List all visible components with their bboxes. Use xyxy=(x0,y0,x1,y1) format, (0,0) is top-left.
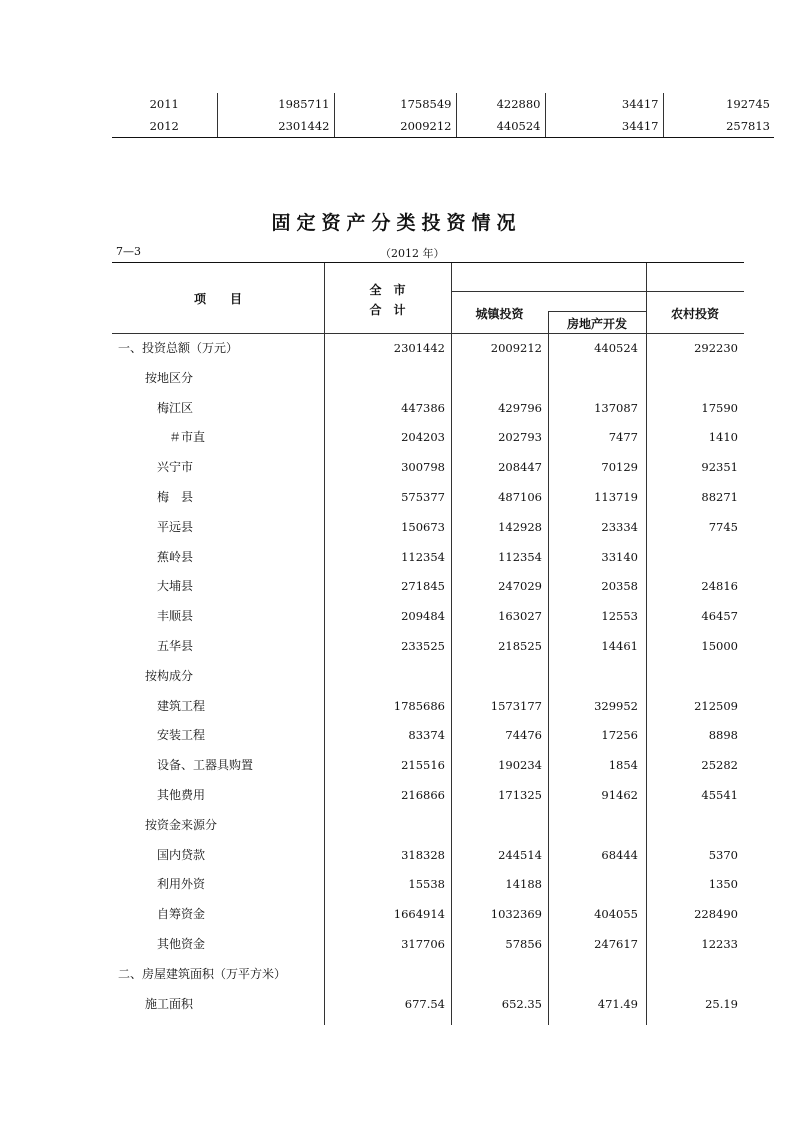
value-cell: 14188 xyxy=(505,877,542,892)
row-label: 安装工程 xyxy=(157,728,206,743)
value-cell: 46457 xyxy=(701,609,738,624)
value-cell: 292230 xyxy=(694,341,738,355)
table-row xyxy=(112,662,744,692)
row-label: 设备、工器具购置 xyxy=(157,758,254,773)
value-cell: 2301442 xyxy=(393,341,445,355)
table-row xyxy=(112,781,744,811)
row-label: 五华县 xyxy=(157,638,194,653)
value-cell: 17256 xyxy=(601,728,638,743)
value-cell: 2009212 xyxy=(334,115,456,138)
row-label: 其他资金 xyxy=(157,936,206,951)
value-cell: 404055 xyxy=(594,907,638,922)
value-cell: 7745 xyxy=(708,519,738,534)
value-cell: 142928 xyxy=(498,519,542,534)
row-label: 平远县 xyxy=(157,519,194,534)
row-label: 施工面积 xyxy=(145,996,194,1011)
table-row xyxy=(112,334,744,364)
row-label: 国内贷款 xyxy=(157,847,206,862)
table-row xyxy=(112,572,744,602)
value-cell: 113719 xyxy=(594,489,638,504)
row-label: 大埔县 xyxy=(157,579,194,594)
value-cell: 440524 xyxy=(594,341,638,355)
table-row xyxy=(112,751,744,781)
value-cell: 422880 xyxy=(456,93,545,115)
value-cell: 112354 xyxy=(498,549,542,564)
value-cell: 23334 xyxy=(601,519,638,534)
table-title: 固定资产分类投资情况 xyxy=(271,212,522,234)
row-label: 兴宁市 xyxy=(157,460,194,475)
row-label: 自筹资金 xyxy=(157,907,206,922)
value-cell: 228490 xyxy=(694,907,738,922)
table-body xyxy=(112,334,744,1025)
value-cell: 244514 xyxy=(498,847,542,862)
value-cell: 20358 xyxy=(601,579,638,594)
year-cell: 2011 xyxy=(149,97,179,111)
value-cell: 57856 xyxy=(505,936,542,951)
value-cell: 202793 xyxy=(498,430,542,445)
value-cell: 1854 xyxy=(608,758,638,773)
value-cell: 1573177 xyxy=(490,698,542,713)
value-cell: 24816 xyxy=(701,579,738,594)
value-cell: 1664914 xyxy=(393,907,445,922)
value-cell: 92351 xyxy=(701,460,738,475)
value-cell: 34417 xyxy=(545,115,663,138)
value-cell: 34417 xyxy=(545,93,663,115)
value-cell: 1758549 xyxy=(334,93,456,115)
continuation-row xyxy=(112,115,774,138)
value-cell: 12553 xyxy=(601,609,638,624)
row-label: 一、投资总额（万元） xyxy=(118,341,239,355)
value-cell: 33140 xyxy=(601,549,638,564)
value-cell: 204203 xyxy=(401,430,445,445)
value-cell: 5370 xyxy=(708,847,738,862)
continuation-table xyxy=(112,93,774,138)
value-cell: 112354 xyxy=(401,549,445,564)
value-cell: 440524 xyxy=(456,115,545,138)
row-label: 按资金来源分 xyxy=(145,817,218,832)
table-row xyxy=(112,543,744,573)
value-cell: 487106 xyxy=(498,489,542,504)
value-cell: 318328 xyxy=(401,847,445,862)
value-cell: 447386 xyxy=(401,400,445,415)
row-label: 按构成分 xyxy=(145,668,194,683)
value-cell: 1032369 xyxy=(490,907,542,922)
value-cell: 329952 xyxy=(594,698,638,713)
header-real-estate: 房地产开发 xyxy=(566,317,627,331)
value-cell: 317706 xyxy=(401,936,445,951)
value-cell: 209484 xyxy=(401,609,445,624)
value-cell: 271845 xyxy=(401,579,445,594)
value-cell: 247029 xyxy=(498,579,542,594)
table-row xyxy=(112,811,744,841)
value-cell: 1410 xyxy=(708,430,738,445)
table-row xyxy=(112,394,744,424)
header-urban: 城镇投资 xyxy=(475,307,524,321)
table-row xyxy=(112,960,744,990)
value-cell: 2009212 xyxy=(490,341,542,355)
row-label: 建筑工程 xyxy=(157,698,206,713)
value-cell: 8898 xyxy=(708,728,738,743)
value-cell: 12233 xyxy=(701,936,738,951)
table-header xyxy=(112,262,744,334)
value-cell: 233525 xyxy=(401,638,445,653)
value-cell: 25.19 xyxy=(705,996,738,1011)
investment-table xyxy=(112,262,744,1025)
value-cell: 91462 xyxy=(601,787,638,802)
value-cell: 171325 xyxy=(498,787,542,802)
row-label: 梅 县 xyxy=(157,489,194,504)
header-total-line2: 合 计 xyxy=(369,303,406,317)
value-cell: 88271 xyxy=(701,489,738,504)
row-label: 利用外资 xyxy=(157,877,206,892)
value-cell: 150673 xyxy=(401,519,445,534)
value-cell: 212509 xyxy=(694,698,738,713)
value-cell: 163027 xyxy=(498,609,542,624)
value-cell: 216866 xyxy=(401,787,445,802)
table-row xyxy=(112,423,744,453)
value-cell: 45541 xyxy=(701,787,738,802)
table-row xyxy=(112,364,744,394)
row-label: 蕉岭县 xyxy=(157,549,194,564)
row-label: ＃市直 xyxy=(169,430,206,445)
table-row xyxy=(112,870,744,900)
table-number: 7—3 xyxy=(116,245,141,258)
value-cell: 652.35 xyxy=(501,996,542,1011)
value-cell: 1350 xyxy=(708,877,738,892)
value-cell: 247617 xyxy=(594,936,638,951)
row-label: 二、房屋建筑面积（万平方米） xyxy=(118,966,287,981)
table-row xyxy=(112,930,744,960)
value-cell: 70129 xyxy=(601,460,638,475)
value-cell: 215516 xyxy=(401,758,445,773)
table-row xyxy=(112,900,744,930)
table-row xyxy=(112,841,744,871)
value-cell: 471.49 xyxy=(597,996,638,1011)
year-cell: 2012 xyxy=(112,115,217,138)
table-row xyxy=(112,513,744,543)
continuation-row xyxy=(112,93,774,115)
value-cell: 7477 xyxy=(608,430,638,445)
value-cell: 218525 xyxy=(498,638,542,653)
header-total-line1: 全 市 xyxy=(369,283,406,297)
year-note: （2012 年） xyxy=(380,247,445,260)
value-cell: 1985711 xyxy=(217,93,334,115)
value-cell: 257813 xyxy=(663,115,774,138)
table-row xyxy=(112,602,744,632)
value-cell: 15000 xyxy=(701,638,738,653)
table-row xyxy=(112,632,744,662)
row-label: 其他费用 xyxy=(157,787,206,802)
row-label: 梅江区 xyxy=(157,400,194,415)
value-cell: 677.54 xyxy=(404,996,445,1011)
row-label: 按地区分 xyxy=(145,370,194,385)
header-item: 项 目 xyxy=(193,292,242,306)
table-row xyxy=(112,453,744,483)
value-cell: 429796 xyxy=(498,400,542,415)
value-cell: 17590 xyxy=(701,400,738,415)
value-cell: 190234 xyxy=(498,758,542,773)
value-cell: 15538 xyxy=(408,877,445,892)
row-label: 丰顺县 xyxy=(157,609,194,624)
value-cell: 68444 xyxy=(601,847,638,862)
value-cell: 192745 xyxy=(663,93,774,115)
value-cell: 300798 xyxy=(401,460,445,475)
value-cell: 208447 xyxy=(498,460,542,475)
value-cell: 25282 xyxy=(701,758,738,773)
value-cell: 575377 xyxy=(401,489,445,504)
table-row xyxy=(112,483,744,513)
table-row xyxy=(112,692,744,722)
value-cell: 74476 xyxy=(505,728,542,743)
table-row xyxy=(112,721,744,751)
table-row xyxy=(112,990,744,1020)
value-cell: 2301442 xyxy=(217,115,334,138)
value-cell: 1785686 xyxy=(393,698,445,713)
value-cell: 83374 xyxy=(408,728,445,743)
header-rural: 农村投资 xyxy=(670,307,719,321)
value-cell: 14461 xyxy=(601,638,638,653)
value-cell: 137087 xyxy=(594,400,638,415)
